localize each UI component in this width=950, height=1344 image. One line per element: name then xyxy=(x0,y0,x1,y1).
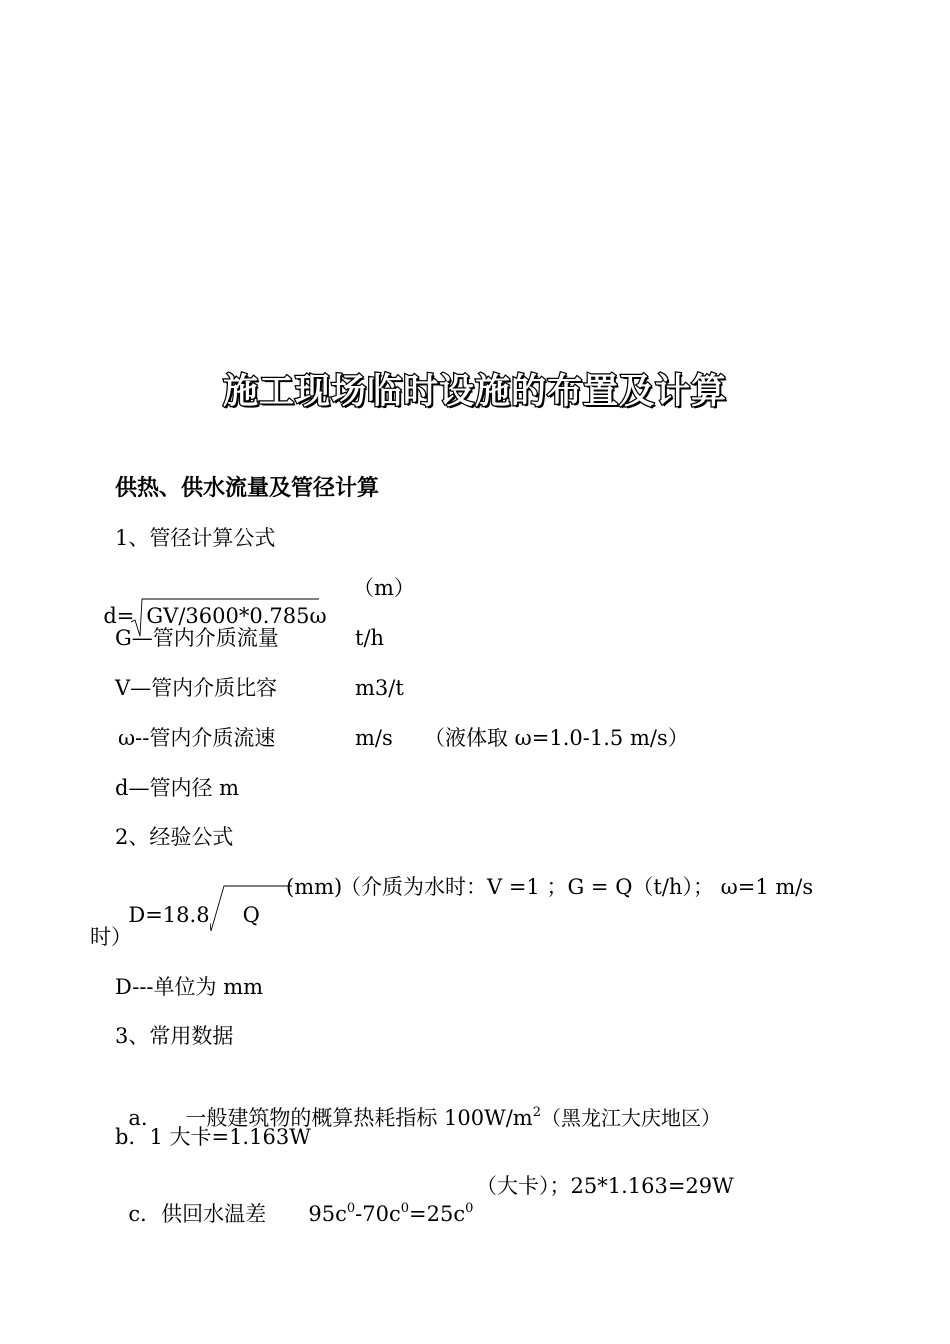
document-title: 施工现场临时设施的布置及计算 xyxy=(222,372,727,412)
temp-supply: 95c xyxy=(308,1202,347,1226)
formula2-radicand: Q xyxy=(242,903,260,927)
definition-v-unit: m3/t xyxy=(355,676,404,700)
data-item-a-tail: （黑龙江大庆地区） xyxy=(540,1106,721,1130)
formula1-radicand: GV/3600*0.785ω xyxy=(146,604,327,628)
definition-omega: ω--管内介质流速 xyxy=(118,726,276,750)
data-item-a-label: a. xyxy=(128,1106,148,1130)
formula2 xyxy=(115,873,293,929)
degree-mark: 0 xyxy=(465,1201,474,1216)
definition-omega-note: （液体取 ω=1.0-1.5 m/s） xyxy=(424,726,689,750)
data-item-a-body: 一般建筑物的概算热耗指标 100W/m xyxy=(185,1106,533,1130)
formula2-lhs: D=18.8 xyxy=(128,903,210,927)
definition-g: G—管内介质流量 xyxy=(115,626,279,650)
formula1 xyxy=(90,574,327,630)
data-item-b: b．1 大卡=1.163W xyxy=(115,1125,311,1149)
temp-return: -70c xyxy=(355,1202,401,1226)
data-item-c-tail: （大卡）；25*1.163=29W xyxy=(476,1174,734,1198)
degree-mark: 0 xyxy=(400,1201,409,1216)
formula2-note-cont: 时） xyxy=(90,925,132,949)
formula1-unit: （m） xyxy=(353,576,415,600)
definition-v: V—管内介质比容 xyxy=(115,676,278,700)
formula2-sqrt xyxy=(210,901,293,929)
formula2-unit-definition: D---单位为 mm xyxy=(115,975,264,999)
formula1-lhs: d= xyxy=(103,604,135,628)
data-item-c-values xyxy=(295,1172,473,1228)
data-item-c xyxy=(115,1172,266,1228)
definition-omega-unit: m/s xyxy=(355,726,393,750)
formula1-heading: 1、管径计算公式 xyxy=(115,526,276,550)
definition-d: d—管内径 m xyxy=(115,776,240,800)
data-item-c-label: c．供回水温差 xyxy=(128,1202,267,1226)
data-item-a-sup: 2 xyxy=(532,1105,541,1120)
radical-sign-icon xyxy=(210,885,295,933)
formula2-note: （介质为水时：V =1 ；G = Q（t/h）； ω=1 m/s xyxy=(340,875,814,899)
temp-difference: =25c xyxy=(409,1202,466,1226)
degree-mark: 0 xyxy=(346,1201,356,1216)
formula2-unit: (mm) xyxy=(286,875,343,899)
definition-g-unit: t/h xyxy=(355,626,385,650)
data-heading: 3、常用数据 xyxy=(115,1024,234,1048)
formula2-heading: 2、经验公式 xyxy=(115,825,234,849)
section-heading: 供热、供水流量及管径计算 xyxy=(115,476,380,501)
